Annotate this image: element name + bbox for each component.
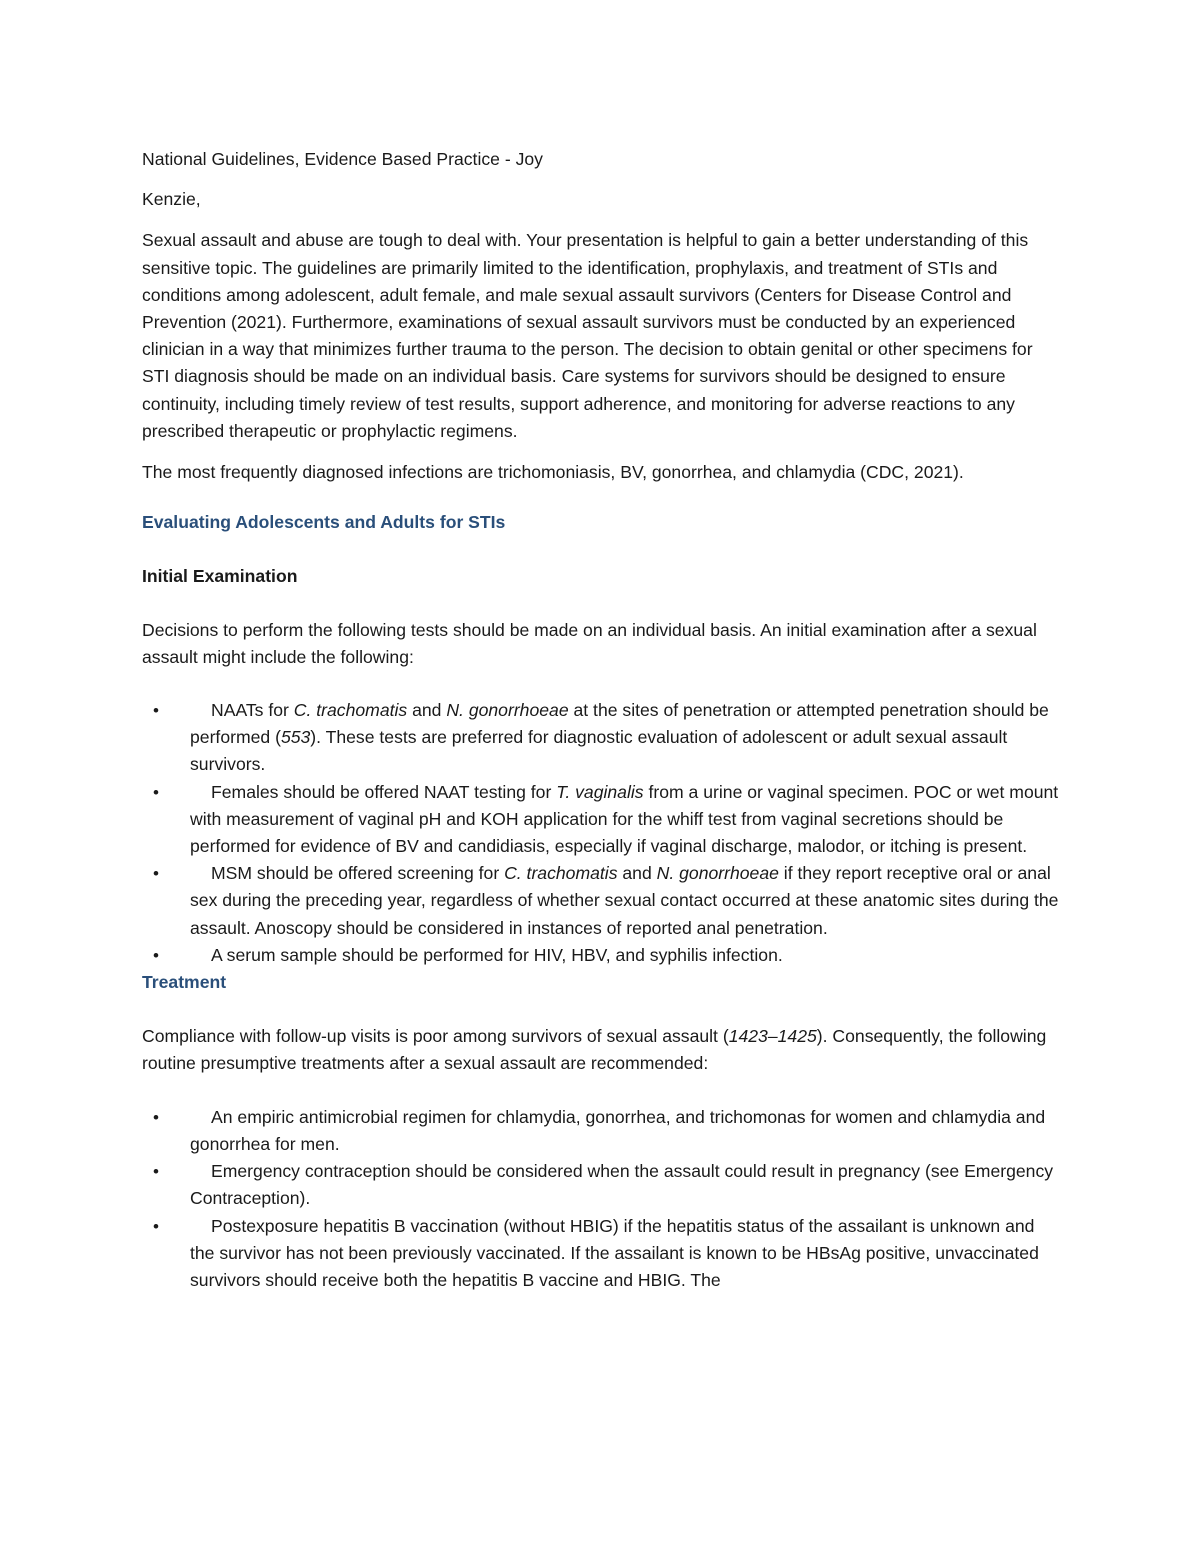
- list-item-text: A serum sample should be performed for HIV, HBV, and syphilis infection.: [211, 944, 783, 965]
- list-item-text: if they report receptive oral or anal sex during the preceding year, regardless of whether sexual contact occurred at these anatomic sites during the assault. Anoscopy should be considered in instances of reported anal penetration.: [190, 863, 1059, 938]
- list-item-italic: C. trachomatis: [504, 863, 618, 884]
- list-item-text: and: [617, 863, 657, 884]
- list-item-text: Females should be offered NAAT testing for: [211, 781, 557, 802]
- list-item-text: and: [407, 700, 447, 721]
- list-item: [142, 697, 1062, 779]
- list-item: [142, 1213, 1062, 1295]
- greeting: Kenzie,: [142, 189, 201, 210]
- treatment-intro: [142, 1023, 1062, 1077]
- body-paragraph-1: Sexual assault and abuse are tough to deal with. Your presentation is helpful to gain a better understanding of this sensitive topic. The guidelines are primarily limited to the identification, prophylaxis, and treatment of STIs and conditions among adolescent, adult female, and male sexual assault survivors (Centers for Disease Control and Prevention (2021). Furthermore, examinations of sexual assault survivors must be conducted by an experienced clinician in a way that minimizes further trauma to the person. The decision to obtain genital or other specimens for STI diagnosis should be made on an individual basis. Care systems for survivors should be designed to ensure continuity, including timely review of test results, support adherence, and monitoring for adverse reactions to any prescribed therapeutic or prophylactic regimens.: [142, 230, 1033, 441]
- list-item-text: at the sites of penetration or attempted penetration should be performed (: [190, 700, 1049, 748]
- bullet-icon: •: [153, 1162, 159, 1182]
- section-heading-initial-examination: Initial Examination: [142, 566, 298, 587]
- citation-italic: 1423–1425: [728, 1026, 817, 1047]
- list-item: [142, 1158, 1062, 1212]
- section-heading-evaluating: Evaluating Adolescents and Adults for STIs: [142, 512, 506, 533]
- list-item: [142, 1104, 1062, 1158]
- bullet-icon: •: [153, 1216, 159, 1236]
- list-item-text: MSM should be offered screening for: [211, 863, 505, 884]
- bullet-icon: •: [153, 1107, 159, 1127]
- treatment-list: [142, 1104, 1062, 1294]
- list-item: [142, 779, 1062, 861]
- list-item-italic: N. gonorrhoeae: [446, 700, 569, 721]
- list-item: [142, 860, 1062, 942]
- initial-exam-intro: Decisions to perform the following tests should be made on an individual basis. An initial examination after a sexual assault might include the following:: [142, 619, 1037, 667]
- list-item: [142, 942, 1062, 969]
- treatment-intro-text: ). Consequently, the following routine presumptive treatments after a sexual assault are recommended:: [142, 1026, 1047, 1074]
- list-item-text: Postexposure hepatitis B vaccination (without HBIG) if the hepatitis status of the assailant is unknown and the survivor has not been previously vaccinated. If the assailant is known to be HBsAg positive, unvaccinated survivors should receive both the hepatitis B vaccine and HBIG. The: [190, 1215, 1039, 1290]
- body-paragraph-2: The most frequently diagnosed infections are trichomoniasis, BV, gonorrhea, and chlamydia (CDC, 2021).: [142, 462, 964, 483]
- bullet-icon: •: [153, 864, 159, 884]
- document-title: National Guidelines, Evidence Based Practice - Joy: [142, 149, 543, 169]
- bullet-icon: •: [153, 701, 159, 721]
- bullet-icon: •: [153, 945, 159, 965]
- document-page: [142, 146, 1062, 1294]
- list-item-text: from a urine or vaginal specimen. POC or wet mount with measurement of vaginal pH and KOH application for the whiff test from vaginal secretions should be performed for evidence of BV and candidiasis, especially if vaginal discharge, malodor, or itching is present.: [190, 781, 1059, 857]
- list-item-text: An empiric antimicrobial regimen for chlamydia, gonorrhea, and trichomonas for women and chlamydia and gonorrhea for men.: [190, 1106, 1046, 1154]
- list-item-text: Emergency contraception should be considered when the assault could result in pregnancy (see Emergency Contraception).: [190, 1161, 1054, 1209]
- list-item-italic: T. vaginalis: [556, 781, 644, 802]
- list-item-italic: N. gonorrhoeae: [656, 863, 779, 884]
- initial-exam-list: [142, 697, 1062, 969]
- list-item-italic: 553: [280, 727, 311, 748]
- section-heading-treatment: Treatment: [142, 972, 227, 993]
- list-item-text: NAATs for: [211, 700, 294, 721]
- list-item-text: ). These tests are preferred for diagnostic evaluation of adolescent or adult sexual assault survivors.: [190, 727, 1008, 775]
- treatment-intro-text: Compliance with follow-up visits is poor among survivors of sexual assault (: [142, 1026, 729, 1047]
- list-item-italic: C. trachomatis: [293, 700, 408, 721]
- bullet-icon: •: [153, 782, 159, 802]
